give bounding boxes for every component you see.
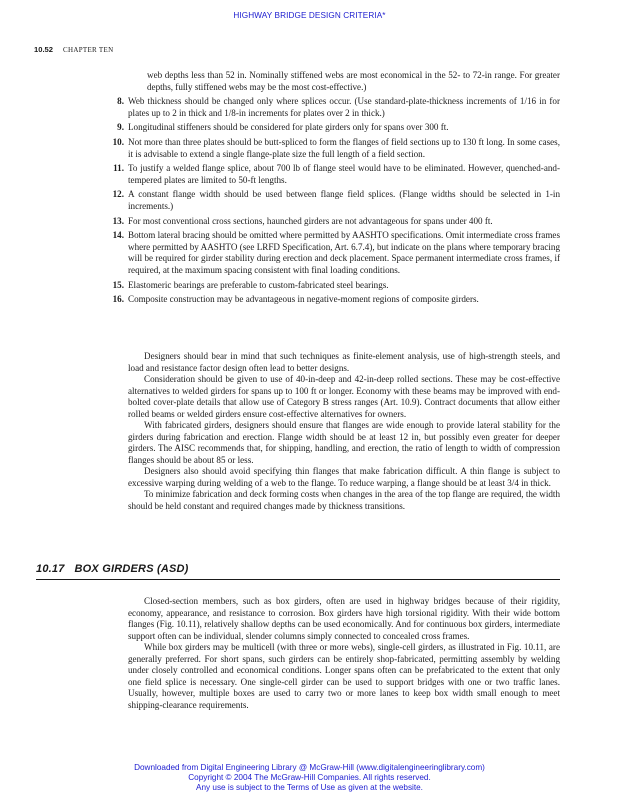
list-item bbox=[117, 96, 560, 119]
list-item bbox=[113, 163, 560, 186]
footer-terms-link[interactable]: Any use is subject to the Terms of Use as given at the website. bbox=[196, 783, 423, 792]
list-item bbox=[112, 230, 560, 276]
list-item-number: 16. bbox=[112, 294, 124, 305]
footer-download-link[interactable]: Downloaded from Digital Engineering Library @ McGraw-Hill (www.digitalengineeringlibrary.com) bbox=[134, 763, 485, 772]
section-number: 10.17 bbox=[36, 563, 65, 575]
chapter-title: CHAPTER TEN bbox=[63, 46, 114, 54]
list-item-text: Elastomeric bearings are preferable to custom-fabricated steel bearings. bbox=[128, 279, 389, 290]
list-item-text: Web thickness should be changed only where splices occur. (Use standard-plate-thickness increments of 1/16 in for plates up to 2 in thick and 1/8-in increments for plates over 2 in thick.) bbox=[128, 96, 560, 118]
list-item-text: Longitudinal stiffeners should be considered for plate girders only for spans over 300 ft. bbox=[128, 122, 449, 133]
paragraph: With fabricated girders, designers should ensure that flanges are wide enough to provide lateral stability for the girders during fabrication and erection. Flange width should be at least 12 in, but possibly even greater for deeper girders. The AISC recommends that, for shipping, handling, and erection, the ratio of length to width of compression flanges should be about 85 or less. bbox=[128, 420, 560, 465]
list-item bbox=[112, 215, 560, 228]
list-item-text: Not more than three plates should be butt-spliced to form the flanges of field sections up to 130 ft long. In some cases, it is advisable to extend a single flange-plate size the full length of a field section. bbox=[128, 136, 560, 159]
list-item-number: 9. bbox=[117, 122, 124, 133]
page-number: 10.52 bbox=[34, 45, 54, 54]
list-item-text: Bottom lateral bracing should be omitted where permitted by AASHTO specifications. Omit intermediate cross frames where permitted by AASHTO (see LRFD Specification, Art. 6.7.4), but indicate on the plans where temporary bracing will be required for girder stability during erection and deck placement. Space permanent intermediate cross frames, if required, at the maximum spacing consistent with final loading conditions. bbox=[128, 230, 560, 275]
list-item bbox=[112, 279, 560, 292]
section-heading bbox=[36, 563, 189, 575]
section-title: BOX GIRDERS (ASD) bbox=[74, 563, 189, 575]
list-item-number: 12. bbox=[112, 189, 124, 200]
list-item bbox=[112, 136, 560, 160]
list-item-text: For most conventional cross sections, haunched girders are not advantageous for spans under 400 ft. bbox=[128, 215, 493, 226]
paragraph: While box girders may be multicell (with three or more webs), single-cell girders, as illustrated in Fig. 10.11, are generally preferred. For short spans, such girders can be entirely shop-fabricated, permitting assembly by welding under closely controlled and economical conditions. Longer spans often can be prefabricated to the extent that only one field splice is necessary. One single-cell girder can be used to support bridges with one or two traffic lanes. Usually, however, multiple boxes are used to carry two or more lanes to keep box width small enough to meet shipping-clearance requirements. bbox=[128, 642, 560, 710]
list-item-number: 10. bbox=[112, 136, 124, 147]
list-item-number: 11. bbox=[113, 163, 124, 174]
list-item bbox=[112, 294, 560, 306]
list-item-number: 8. bbox=[117, 96, 124, 107]
list-continuation: web depths less than 52 in. Nominally stiffened webs are most economical in the 52- to 72-in range. For greater depths, fully stiffened webs may be the most cost-effective.) bbox=[147, 70, 560, 92]
paragraph: Designers should bear in mind that such techniques as finite-element analysis, use of high-strength steels, and load and resistance factor design often lead to better designs. bbox=[128, 351, 560, 373]
section-rule bbox=[36, 579, 560, 580]
list-item bbox=[117, 122, 560, 134]
paragraph: Closed-section members, such as box girders, often are used in highway bridges because of their rigidity, economy, appearance, and resistance to corrosion. Box girders have high torsional rigidity. With their wide bottom flanges (Fig. 10.11), relatively shallow depths can be used economically. And for continuous box girders, intermediate support often can be individual, slender columns simply connected to concealed cross frames. bbox=[128, 596, 560, 641]
list-item-number: 13. bbox=[112, 215, 124, 226]
list-item-number: 15. bbox=[112, 279, 124, 290]
footer-copyright: Copyright © 2004 The McGraw-Hill Companies. All rights reserved. bbox=[188, 773, 431, 782]
list-item-text: A constant flange width should be used between flange field splices. (Flange widths should be selected in 1-in increments.) bbox=[128, 189, 560, 211]
paragraph: To minimize fabrication and deck forming costs when changes in the area of the top flange are required, the width should be held constant and required changes made by thickness transitions. bbox=[128, 489, 560, 511]
guideline-list bbox=[112, 70, 560, 309]
top-banner: HIGHWAY BRIDGE DESIGN CRITERIA* bbox=[233, 11, 386, 20]
list-item-text: Composite construction may be advantageous in negative-moment regions of composite girders. bbox=[128, 294, 479, 305]
list-item-text: To justify a welded flange splice, about 700 lb of flange steel would have to be eliminated. However, quenched-and-tempered plates are limited to 50-ft lengths. bbox=[128, 163, 560, 185]
body-paragraphs bbox=[128, 351, 560, 512]
section-paragraphs bbox=[128, 596, 560, 711]
running-head bbox=[34, 45, 113, 54]
footer bbox=[0, 763, 619, 793]
list-item bbox=[112, 189, 560, 212]
paragraph: Designers also should avoid specifying thin flanges that make fabrication difficult. A thin flange is subject to excessive warping during welding of a web to the flange. To reduce warping, a flange should be at least 3/4 in thick. bbox=[128, 466, 560, 488]
list-item-number: 14. bbox=[112, 230, 124, 241]
paragraph: Consideration should be given to use of 40-in-deep and 42-in-deep rolled sections. These may be cost-effective alternatives to welded girders for spans up to 100 ft or longer. Economy with these beams may be improved with end-bolted cover-plate details that allow use of Category B stress ranges (Art. 10.9). Contract documents that allow either rolled beams or welded girders ensure cost-effective alternatives for owners. bbox=[128, 374, 560, 419]
